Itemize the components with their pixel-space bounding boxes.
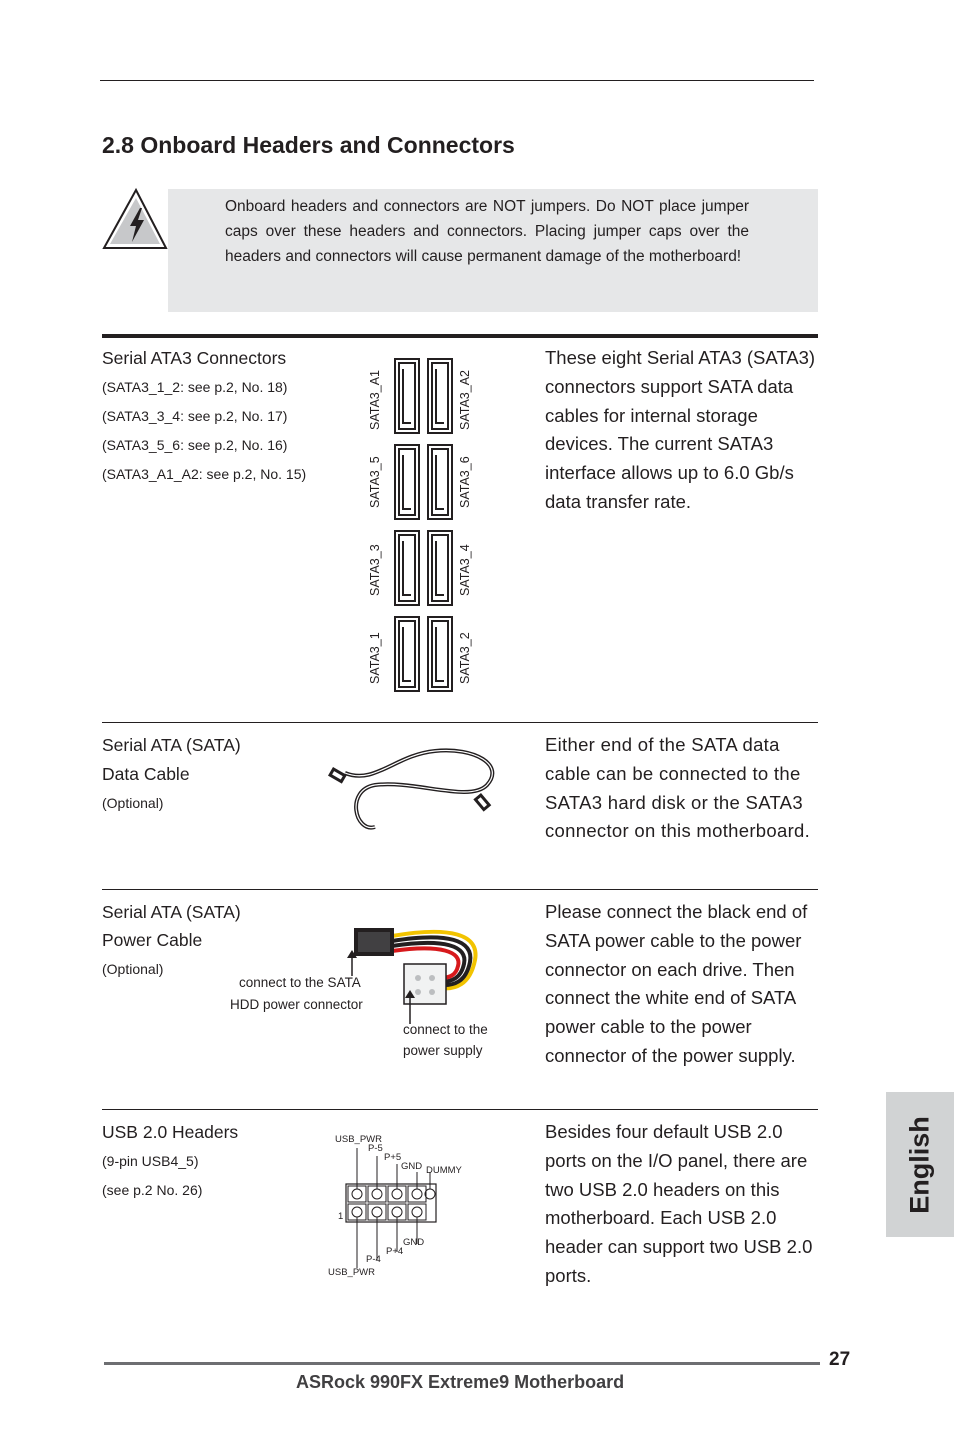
sata-port [428, 531, 452, 605]
sata3-ref-1: (SATA3_1_2: see p.2, No. 18) [102, 379, 288, 395]
sata3-connector-diagram [393, 357, 455, 693]
label-sata3-6: SATA3_6 [458, 456, 472, 508]
sata3-ref-2: (SATA3_3_4: see p.2, No. 17) [102, 408, 288, 424]
sata-cable-description: Either end of the SATA data cable can be connected to the SATA3 hard disk or the SATA3 connector on this motherboard. [545, 734, 811, 842]
usb-pin-usb-pwr-top: USB_PWR [335, 1134, 382, 1145]
power-cable-title-1: Serial ATA (SATA) [102, 902, 241, 922]
label-hdd-1: connect to the SATA [239, 975, 361, 990]
usb-title: USB 2.0 Headers [102, 1122, 239, 1142]
usb-pin-usb-pwr-bot: USB_PWR [328, 1267, 375, 1278]
section-rule [102, 722, 818, 723]
sata-port [395, 531, 419, 605]
power-cable-description: Please connect the black end of SATA power cable to the power connector on each drive. Then connect the white end of SATA power cable to the power connector of the power supply. [545, 901, 808, 1066]
language-tab [886, 1092, 954, 1237]
sata-cable-title-2: Data Cable [102, 764, 190, 784]
top-rule [100, 80, 814, 81]
power-cable-title-2: Power Cable [102, 930, 203, 950]
sata-port [428, 445, 452, 519]
footer-rule [104, 1362, 820, 1365]
label-sata3-2: SATA3_2 [458, 632, 472, 684]
usb-pin-gnd-bot: GND [403, 1237, 425, 1248]
sata3-title: Serial ATA3 Connectors [102, 348, 287, 368]
usb-pin-p+5: P+5 [384, 1152, 402, 1163]
usb-sub-2: (see p.2 No. 26) [102, 1182, 203, 1198]
usb-pin-dummy: DUMMY [426, 1165, 462, 1176]
usb-pin-gnd-top: GND [401, 1161, 423, 1172]
section-rule [102, 889, 818, 890]
label-sata3-4: SATA3_4 [458, 544, 472, 596]
label-hdd-2: HDD power connector [230, 997, 363, 1012]
sata-port [395, 617, 419, 691]
sata3-description: These eight Serial ATA3 (SATA3) connectors support SATA data cables for internal storage devices. The current SATA3 interface allows up to 6.0 Gb/s data transfer rate. [545, 347, 816, 512]
sata3-ref-3: (SATA3_5_6: see p.2, No. 16) [102, 437, 288, 453]
sata-cable-optional: (Optional) [102, 795, 164, 811]
sata-port [428, 617, 452, 691]
label-psu-2: power supply [403, 1043, 483, 1058]
power-cable-optional: (Optional) [102, 961, 164, 977]
footer-product: ASRock 990FX Extreme9 Motherboard [296, 1372, 625, 1392]
sata3-ref-4: (SATA3_A1_A2: see p.2, No. 15) [102, 466, 307, 482]
section-rule-thick [102, 334, 818, 338]
label-sata3-a1: SATA3_A1 [368, 370, 382, 430]
label-sata3-3: SATA3_3 [368, 544, 382, 596]
usb-description: Besides four default USB 2.0 ports on the I/O panel, there are two USB 2.0 headers on this motherboard. Each USB 2.0 header can support two USB 2.0 ports. [545, 1121, 813, 1286]
label-sata3-1: SATA3_1 [368, 632, 382, 684]
usb-pin-one: 1 [338, 1211, 344, 1222]
sata-data-cable-image [315, 745, 515, 835]
usb-pin-p+4: P+4 [386, 1246, 404, 1257]
warning-icon [100, 186, 168, 252]
sata-cable-title-1: Serial ATA (SATA) [102, 735, 241, 755]
label-psu-1: connect to the [403, 1022, 488, 1037]
sata-port [395, 445, 419, 519]
note-text: Onboard headers and connectors are NOT jumpers. Do NOT place jumper caps over these headers and connectors. Placing jumper caps over the headers and connectors will cause permanent damage of the motherboard! [225, 198, 749, 265]
usb-pin-p-4: P-4 [366, 1254, 381, 1265]
sata-port [428, 359, 452, 433]
section-title: 2.8 Onboard Headers and Connectors [102, 132, 515, 158]
language-tab-label: English [904, 1115, 935, 1214]
usb-sub-1: (9-pin USB4_5) [102, 1153, 199, 1169]
usb-pin-p-5: P-5 [368, 1143, 383, 1154]
label-sata3-5: SATA3_5 [368, 456, 382, 508]
sata-port [395, 359, 419, 433]
section-rule [102, 1109, 818, 1110]
label-sata3-a2: SATA3_A2 [458, 370, 472, 430]
page-number: 27 [829, 1349, 851, 1370]
